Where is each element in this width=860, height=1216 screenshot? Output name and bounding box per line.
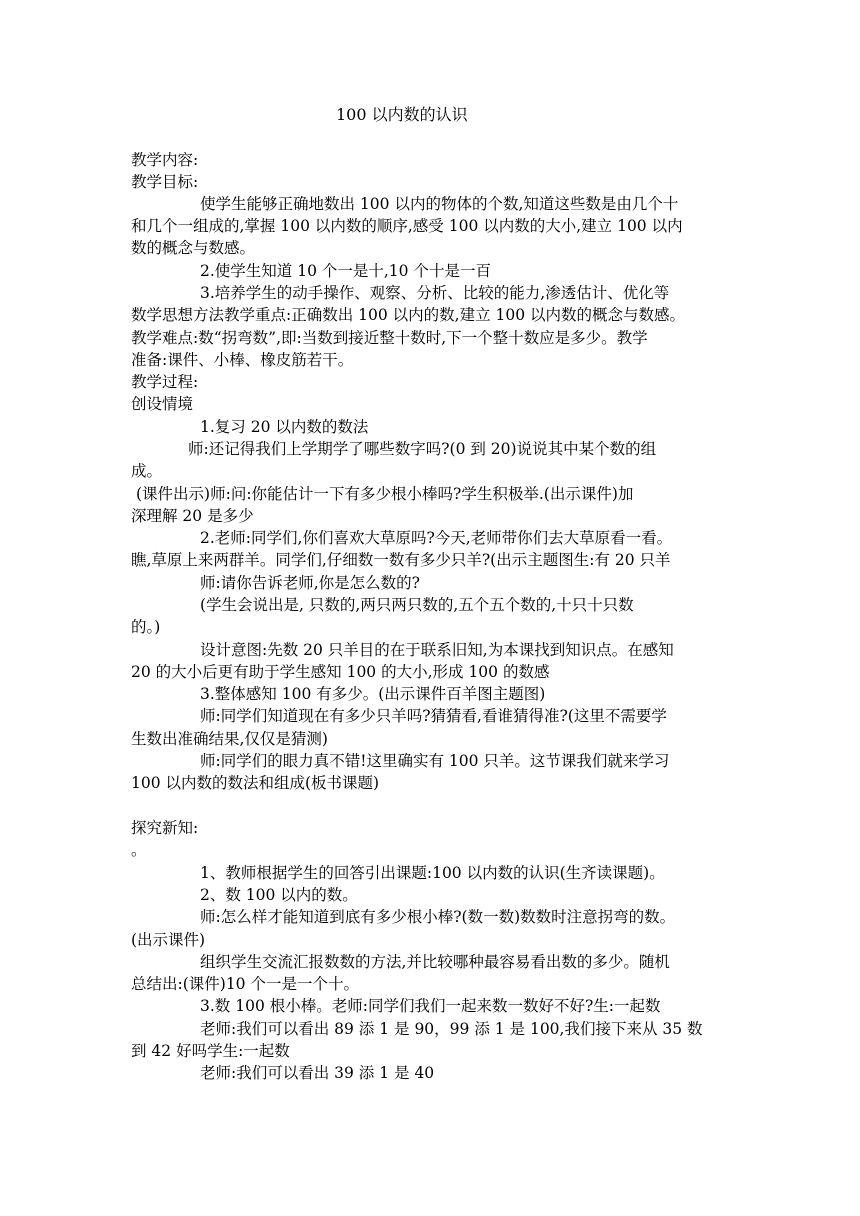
- text-line: 3.数 100 根小棒。老师:同学们我们一起来数一数好不好?生:一起数: [200, 997, 661, 1015]
- text-line: 到 42 好吗学生:一起数: [131, 1042, 290, 1060]
- text-line: (学生会说出是, 只数的,两只两只数的,五个五个数的,十只十只数: [200, 596, 634, 614]
- text-line: 设计意图:先数 20 只羊目的在于联系旧知,为本课找到知识点。在感知: [200, 641, 674, 659]
- text-line: 师:请你告诉老师,你是怎么数的?: [200, 574, 420, 592]
- text-line: 老师:我们可以看出 39 添 1 是 40: [200, 1064, 435, 1082]
- text-line: 1、教师根据学生的回答引出课题:100 以内数的认识(生齐读课题)。: [200, 864, 665, 882]
- text-line: 总结出:(课件)10 个一是一个十。: [131, 975, 359, 993]
- text-line: 数的概念与数感。: [131, 239, 256, 257]
- text-line: 2.使学生知道 10 个一是十,10 个十是一百: [200, 262, 491, 280]
- document-title: 100 以内数的认识: [336, 105, 468, 124]
- text-line: 师:还记得我们上学期学了哪些数字吗?(0 到 20)说说其中某个数的组: [188, 440, 657, 458]
- text-line: 创设情境: [131, 395, 194, 413]
- text-line: 2.老师:同学们,你们喜欢大草原吗?今天,老师带你们去大草原看一看。: [200, 529, 673, 547]
- text-line: 老师:我们可以看出 89 添 1 是 90，99 添 1 是 100,我们接下来从 35 数: [200, 1020, 703, 1038]
- text-line: 20 的大小后更有助于学生感知 100 的大小,形成 100 的数感: [131, 663, 550, 681]
- text-line: 组织学生交流汇报数数的方法,并比较哪种最容易看出数的多少。随机: [200, 953, 670, 971]
- text-line: 3.培养学生的动手操作、观察、分析、比较的能力,渗透估计、优化等: [200, 284, 670, 302]
- text-line: 准备:课件、小棒、橡皮筋若干。: [131, 351, 354, 369]
- text-line: 教学难点:数“拐弯数”,即:当数到接近整十数时,下一个整十数应是多少。教学: [131, 329, 648, 347]
- text-line: (课件出示)师:问:你能估计一下有多少根小棒吗?学生积极举.(出示课件)加: [136, 485, 634, 503]
- text-line: 师:怎么样才能知道到底有多少根小棒?(数一数)数数时注意拐弯的数。: [200, 908, 676, 926]
- text-line: 师:同学们的眼力真不错!这里确实有 100 只羊。这节课我们就来学习: [200, 752, 670, 770]
- text-line: 深理解 20 是多少: [131, 507, 254, 525]
- text-line: 师:同学们知道现在有多少只羊吗?猜猜看,看谁猜得准?(这里不需要学: [200, 707, 667, 725]
- text-line: 生数出准确结果,仅仅是猜测): [131, 730, 328, 748]
- text-line: 教学内容:: [131, 151, 199, 169]
- text-line: 2、数 100 以内的数。: [200, 886, 358, 904]
- text-line: 数学思想方法教学重点:正确数出 100 以内的数,建立 100 以内数的概念与数感。: [131, 306, 686, 324]
- text-line: 教学目标:: [131, 173, 199, 191]
- text-line: 3.整体感知 100 有多少。(出示课件百羊图主题图): [200, 685, 546, 703]
- text-line: 1.复习 20 以内数的数法: [200, 418, 369, 436]
- text-line: 瞧,草原上来两群羊。同学们,仔细数一数有多少只羊?(出示主题图生:有 20 只羊: [131, 551, 671, 569]
- text-line: 和几个一组成的,掌握 100 以内数的顺序,感受 100 以内数的大小,建立 100 以内: [131, 217, 683, 235]
- text-line: 成。: [131, 462, 163, 480]
- section-heading: 探究新知:: [131, 819, 199, 837]
- text-line: (出示课件): [131, 931, 206, 949]
- text-line: 100 以内数的数法和组成(板书课题): [131, 774, 380, 792]
- text-line: 教学过程:: [131, 373, 199, 391]
- text-line: 使学生能够正确地数出 100 以内的物体的个数,知道这些数是由几个十: [200, 195, 679, 213]
- text-line: 。: [131, 841, 147, 859]
- text-line: 的。): [131, 618, 161, 636]
